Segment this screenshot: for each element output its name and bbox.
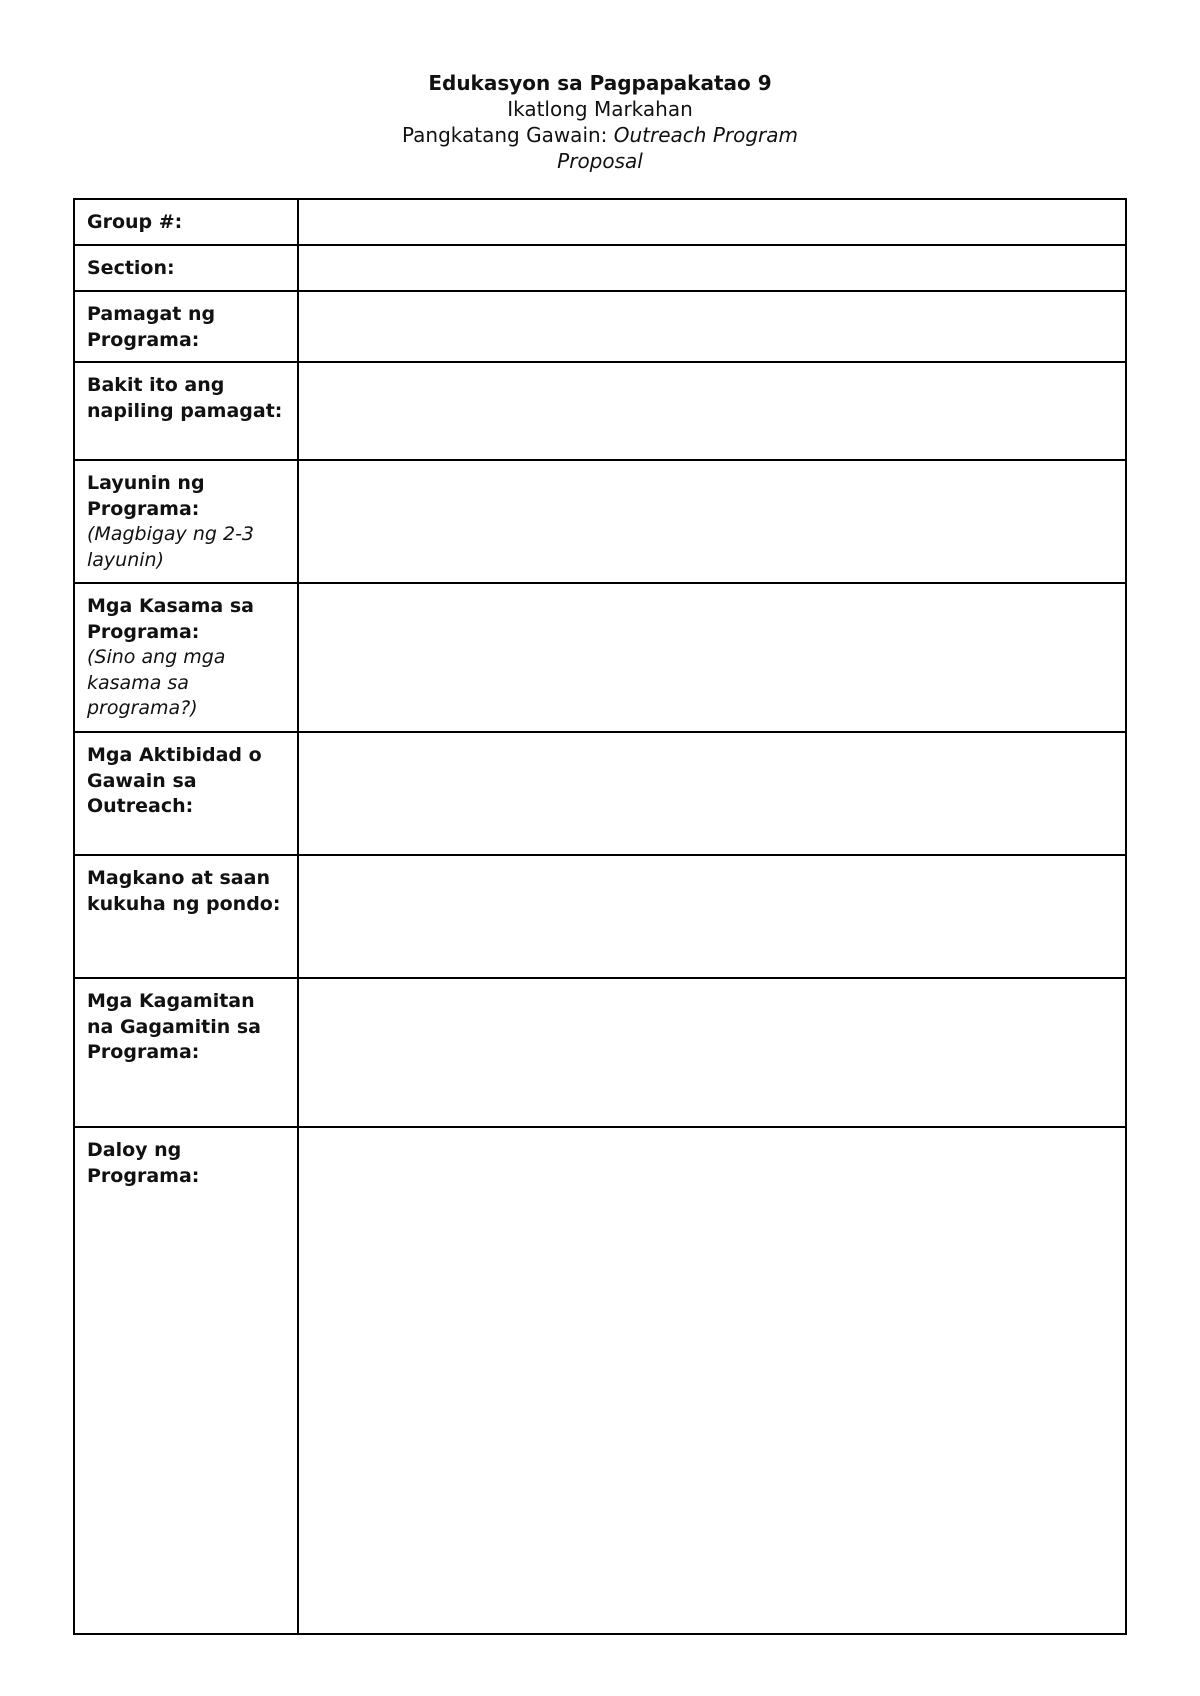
- form-label-cell: [74, 460, 298, 583]
- form-input-cell-section[interactable]: [298, 245, 1126, 291]
- form-label: Mga Kasama sa Programa:: [87, 595, 254, 643]
- form-label-cell: [74, 732, 298, 855]
- form-input-cell-materials[interactable]: [298, 978, 1126, 1127]
- form-label-cell: [74, 583, 298, 732]
- form-row-program-flow: [74, 1127, 1126, 1634]
- form-label-cell: [74, 199, 298, 245]
- form-label: Magkano at saan kukuha ng pondo:: [87, 867, 281, 915]
- proposal-form-table: [73, 198, 1127, 1635]
- activity-title-part-2: Proposal: [557, 149, 643, 173]
- form-input-cell-funding[interactable]: [298, 855, 1126, 978]
- form-label-cell: [74, 291, 298, 362]
- form-row-objectives: [74, 460, 1126, 583]
- form-label-cell: [74, 362, 298, 460]
- form-row-activities: [74, 732, 1126, 855]
- form-label-note: (Magbigay ng 2-3 layunin): [87, 523, 255, 571]
- form-label: Section:: [87, 257, 175, 279]
- form-label: Layunin ng Programa:: [87, 472, 205, 520]
- form-label: Mga Kagamitan na Gagamitin sa Programa:: [87, 990, 261, 1063]
- form-input-cell-program-flow[interactable]: [298, 1127, 1126, 1634]
- form-row-materials: [74, 978, 1126, 1127]
- form-label-cell: [74, 855, 298, 978]
- activity-title-part-1: Outreach Program: [613, 123, 799, 147]
- document-header: [0, 70, 1200, 174]
- document-title: Edukasyon sa Pagpapakatao 9: [428, 71, 772, 95]
- form-label: Pamagat ng Programa:: [87, 303, 216, 351]
- form-row-group: [74, 199, 1126, 245]
- form-label-cell: [74, 245, 298, 291]
- form-input-cell-activities[interactable]: [298, 732, 1126, 855]
- form-row-funding: [74, 855, 1126, 978]
- form-input-cell-partners[interactable]: [298, 583, 1126, 732]
- form-label-note: (Sino ang mga kasama sa programa?): [87, 646, 226, 719]
- form-row-partners: [74, 583, 1126, 732]
- form-label-cell: [74, 978, 298, 1127]
- form-label: Mga Aktibidad o Gawain sa Outreach:: [87, 744, 262, 817]
- form-label-cell: [74, 1127, 298, 1634]
- form-label: Group #:: [87, 211, 183, 233]
- activity-label-line-2: [0, 148, 1200, 174]
- form-row-title: [74, 291, 1126, 362]
- activity-prefix: Pangkatang Gawain:: [401, 123, 614, 147]
- activity-label: [0, 122, 1200, 148]
- form-row-section: [74, 245, 1126, 291]
- form-input-cell-objectives[interactable]: [298, 460, 1126, 583]
- form-input-cell-title-reason[interactable]: [298, 362, 1126, 460]
- form-input-cell-title[interactable]: [298, 291, 1126, 362]
- form-label: Bakit ito ang napiling pamagat:: [87, 374, 283, 422]
- form-row-title-reason: [74, 362, 1126, 460]
- form-input-cell-group[interactable]: [298, 199, 1126, 245]
- form-label: Daloy ng Programa:: [87, 1139, 200, 1187]
- quarter-label: Ikatlong Markahan: [507, 97, 693, 121]
